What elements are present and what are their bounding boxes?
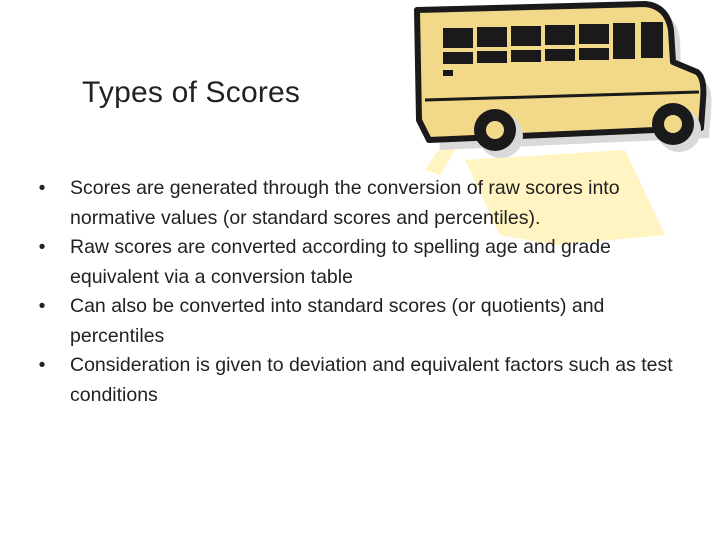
bullet-list [32,174,702,410]
bullet-dot: • [38,236,46,258]
bullet-item [32,233,702,292]
bus-window [511,26,541,46]
bus-window [511,50,541,62]
bus-window [545,25,575,45]
bullet-item [32,351,702,410]
bus-window [443,28,473,48]
bus-window [613,23,635,59]
slide-title: Types of Scores [82,76,301,109]
bullet-dot: • [38,354,46,376]
bullet-text: Can also be converted into standard scores (or quotients) and percentiles [70,295,605,347]
bus-side-light [443,70,453,76]
bus-window [579,24,609,44]
bullet-item [32,292,702,351]
bus-window [443,52,473,64]
bullet-text: Scores are generated through the conversion of raw scores into normative values (or standard scores and percentiles). [70,177,620,229]
bus-window [477,27,507,47]
bus-window [477,51,507,63]
bullet-text: Consideration is given to deviation and equivalent factors such as test conditions [70,354,673,406]
bullet-dot: • [38,295,46,317]
bus-window [579,48,609,60]
bullet-dot: • [38,177,46,199]
bullet-item [32,174,702,233]
bus-window [545,49,575,61]
bullet-text: Raw scores are converted according to spelling age and grade equivalent via a conversion table [70,236,611,288]
bus-window [641,22,663,58]
